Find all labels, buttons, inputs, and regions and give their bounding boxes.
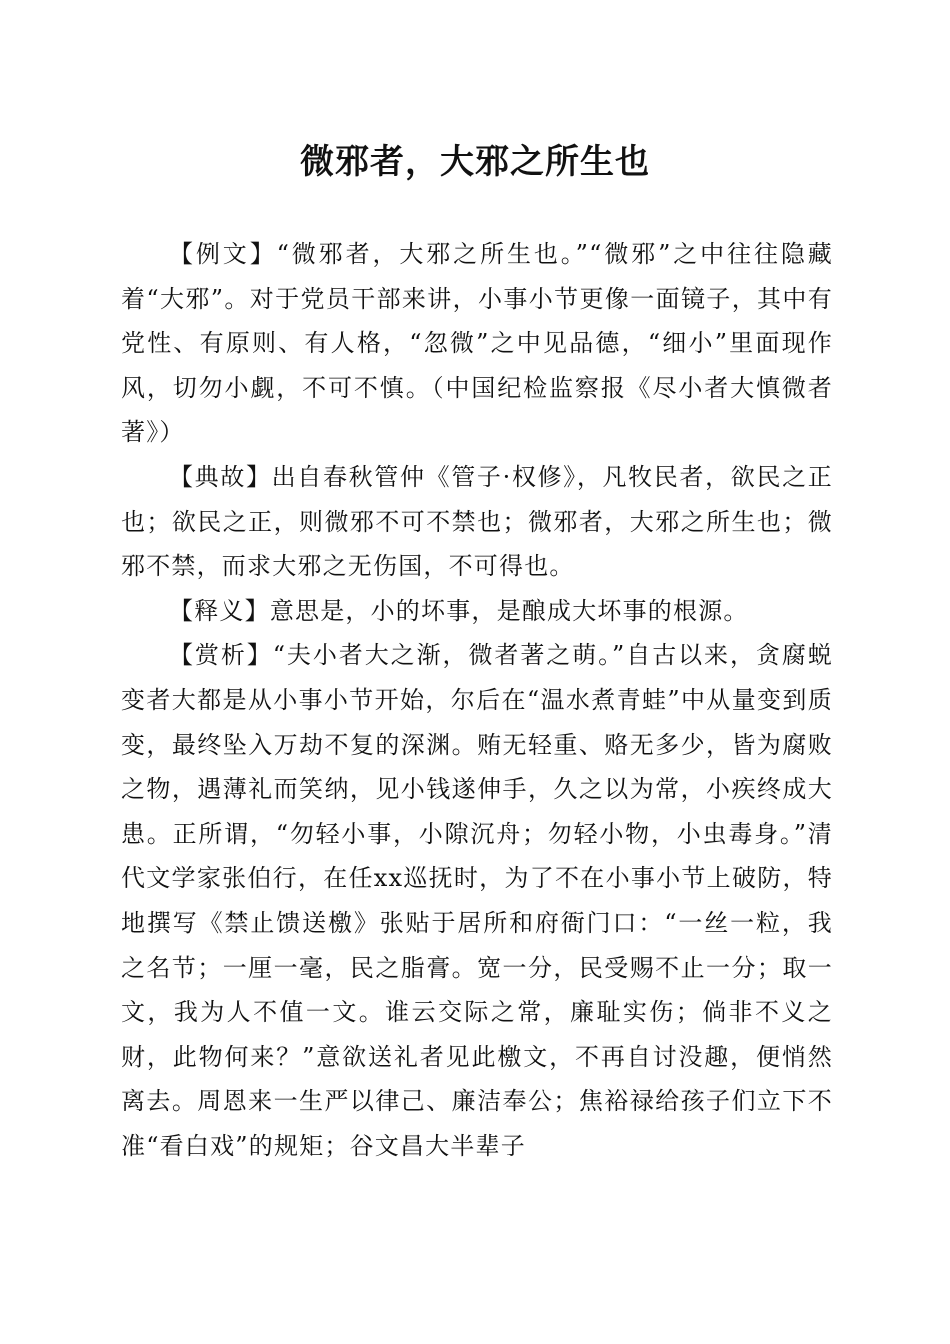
- paragraph-allusion: [121, 455, 833, 589]
- paragraph-label: 【赏析】: [169, 641, 273, 670]
- paragraph-text: “夫小者大之渐，微者著之萌。”自古以来，贪腐蜕变者大都是从小事小节开始，尔后在“温水煮青蛙”中从量变到质变，最终坠入万劫不复的深渊。贿无轻重、赂无多少，皆为腐败之物，遇薄礼而笑纳，见小钱遂伸手，久之以为常，小疾终成大患。正所谓，“勿轻小事，小隙沉舟；勿轻小物，小虫毒身。”清代文学家张伯行，在任xx巡抚时，为了不在小事小节上破防，特地撰写《禁止馈送檄》张贴于居所和府衙门口：“一丝一粒，我之名节；一厘一毫，民之脂膏。宽一分，民受赐不止一分；取一文，我为人不值一文。谁云交际之常，廉耻实伤；倘非不义之财，此物何来？”意欲送礼者见此檄文，不再自讨没趣，便悄然离去。周恩来一生严以律己、廉洁奉公；焦裕禄给孩子们立下不准“看白戏”的规矩；谷文昌大半辈子: [121, 641, 833, 1160]
- paragraph-label: 【例文】: [169, 240, 277, 268]
- paragraph-example: [121, 232, 833, 455]
- paragraph-text: “微邪者，大邪之所生也。”“微邪”之中往往隐藏着“大邪”。对于党员干部来讲，小事小节更像一面镜子，其中有党性、有原则、有人格，“忽微”之中见品德，“细小”里面现作风，切勿小觑，不可不慎。（中国纪检监察报《尽小者大慎微者著》）: [121, 240, 833, 447]
- paragraph-label: 【典故】: [169, 462, 272, 491]
- paragraph-appreciation: [121, 633, 833, 1168]
- paragraph-label: 【释义】: [169, 596, 270, 625]
- page-title: 微邪者，大邪之所生也: [300, 142, 650, 182]
- paragraph-meaning: [121, 589, 833, 634]
- paragraph-text: 意思是，小的坏事，是酿成大坏事的根源。: [269, 596, 749, 625]
- document-body: [121, 232, 833, 1168]
- paragraph-text: 出自春秋管仲《管子·权修》，凡牧民者，欲民之正也；欲民之正，则微邪不可不禁也；微邪者，大邪之所生也；微邪不禁，而求大邪之无伤国，不可得也。: [121, 462, 833, 581]
